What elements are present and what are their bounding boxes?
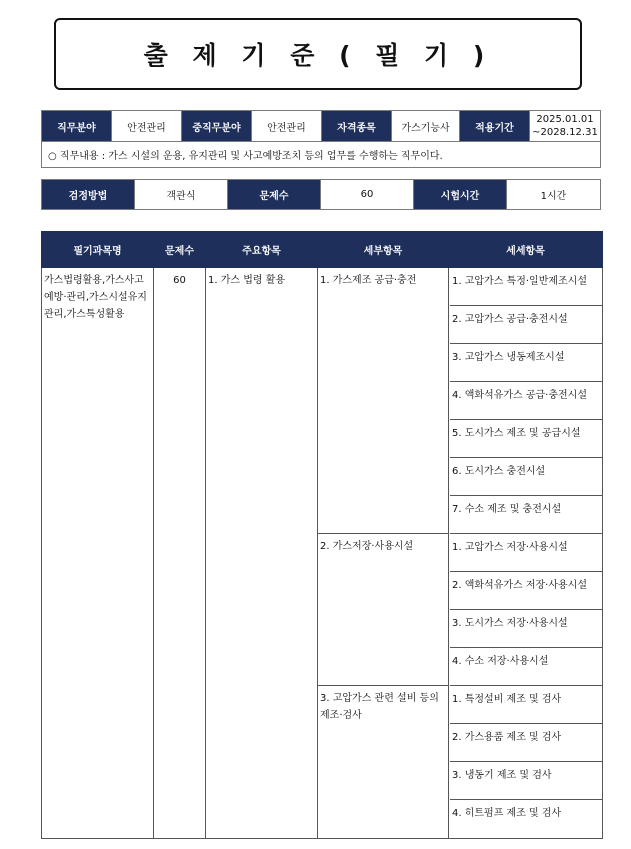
syllabus-table: [41, 231, 603, 839]
sub-item: 4. 히트펌프 제조 및 검사: [452, 808, 562, 819]
subfield-value: 안전관리: [252, 111, 322, 142]
sub-item: 1. 특정설비 제조 및 검사: [450, 686, 602, 724]
sub-item: 3. 고압가스 냉동제조시설: [450, 344, 602, 382]
period-start: 2025.01.01: [536, 114, 594, 125]
header-sub-item: 세세항목: [449, 232, 603, 268]
detail-item: 2. 가스저장·사용시설: [318, 534, 448, 686]
sub-item: 2. 가스용품 제조 및 검사: [450, 724, 602, 762]
period-end: ~2028.12.31: [532, 127, 598, 138]
sub-item: 6. 도시가스 충전시설: [450, 458, 602, 496]
subfield-label: 중직무분야: [182, 111, 252, 142]
page-title: 출 제 기 준 ( 필 기 ): [143, 41, 493, 70]
method-label: 검정방법: [42, 180, 135, 210]
detail-column: [318, 268, 449, 839]
title-box: [54, 18, 582, 90]
count-label: 문제수: [228, 180, 321, 210]
job-description: ○ 직무내용 : 가스 시설의 운용, 유지관리 및 사고예방조치 등의 업무를 수행하는 직무이다.: [42, 142, 601, 168]
header-detail-item: 세부항목: [318, 232, 449, 268]
field-value: 안전관리: [112, 111, 182, 142]
sub-item: 2. 액화석유가스 저장·사용시설: [450, 572, 602, 610]
sub-item: 4. 수소 저장·사용시설: [450, 648, 602, 686]
sub-item: 1. 고압가스 저장·사용시설: [450, 534, 602, 572]
header-main-item: 주요항목: [206, 232, 318, 268]
sub-item: 1. 고압가스 특정·일반제조시설: [450, 268, 602, 306]
detail-item: 3. 고압가스 관련 설비 등의 제조·검사: [320, 693, 439, 721]
qualification-value: 가스기능사: [392, 111, 460, 142]
main-item-cell: 1. 가스 법령 활용: [206, 268, 318, 839]
sub-item: 3. 냉동기 제조 및 검사: [450, 762, 602, 800]
sub-item: 4. 액화석유가스 공급·충전시설: [450, 382, 602, 420]
sub-item-column: [449, 268, 603, 839]
detail-item: 1. 가스제조 공급·충전: [318, 268, 448, 534]
sub-item: 2. 고압가스 공급·충전시설: [450, 306, 602, 344]
count-value: 60: [321, 180, 414, 210]
info-table: [41, 110, 601, 168]
subject-cell: 가스법령활용,가스사고예방·관리,가스시설유지관리,가스특성활용: [42, 268, 154, 839]
method-value: 객관식: [135, 180, 228, 210]
method-table: [41, 179, 601, 210]
period-value: [530, 111, 601, 142]
header-count: 문제수: [154, 232, 206, 268]
field-label: 직무분야: [42, 111, 112, 142]
header-subject: 필기과목명: [42, 232, 154, 268]
time-label: 시험시간: [414, 180, 507, 210]
count-cell: 60: [154, 268, 206, 839]
sub-item: 5. 도시가스 제조 및 공급시설: [450, 420, 602, 458]
period-label: 적용기간: [460, 111, 530, 142]
sub-item: 7. 수소 제조 및 충전시설: [450, 496, 602, 534]
time-value: 1시간: [507, 180, 601, 210]
qualification-label: 자격종목: [322, 111, 392, 142]
sub-item: 3. 도시가스 저장·사용시설: [450, 610, 602, 648]
